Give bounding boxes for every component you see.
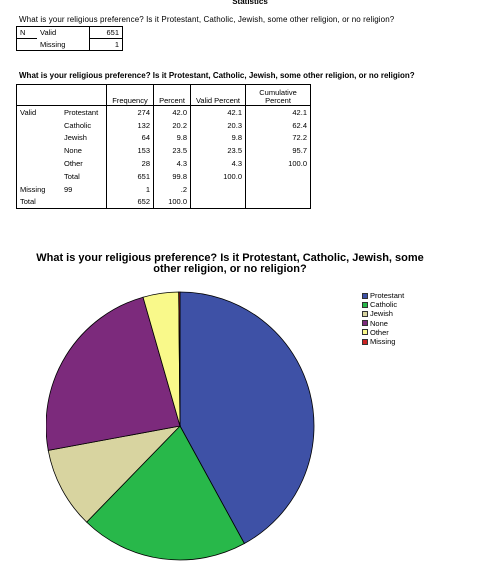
row-group-label: Total: [17, 196, 62, 209]
table-row: [17, 170, 311, 183]
legend-item-protestant: [362, 291, 404, 300]
header-percent: Percent: [154, 85, 191, 106]
cell-cumulative-percent: 100.0: [246, 157, 311, 170]
row-label: Catholic: [61, 119, 107, 132]
frequency-table-title: What is your religious preference? Is it Protestant, Catholic, Jewish, some other religion, or no religion?: [19, 71, 415, 80]
header-frequency: Frequency: [107, 85, 154, 106]
table-row: [17, 39, 123, 51]
cell-cumulative-percent: 42.1: [246, 106, 311, 119]
cell-frequency: 64: [107, 132, 154, 145]
stats-group-label: N: [17, 27, 38, 39]
legend-label: Other: [370, 327, 389, 337]
legend-label: Protestant: [370, 291, 405, 301]
cell-percent: .2: [154, 183, 191, 196]
table-row: [17, 196, 311, 209]
cell-cumulative-percent: [246, 170, 311, 183]
table-row: [17, 106, 311, 119]
legend-swatch: [362, 339, 368, 345]
cell-frequency: 1: [107, 183, 154, 196]
legend-label: Jewish: [370, 309, 393, 319]
cell-percent: 4.3: [154, 157, 191, 170]
chart-legend: [362, 291, 404, 346]
cell-valid-percent: 100.0: [191, 170, 246, 183]
table-row: [17, 27, 123, 39]
cell-percent: 42.0: [154, 106, 191, 119]
row-group-label: Valid: [17, 106, 62, 119]
legend-item-missing: [362, 337, 404, 346]
cell-valid-percent: 4.3: [191, 157, 246, 170]
cell-percent: 23.5: [154, 144, 191, 157]
row-label: Total: [61, 170, 107, 183]
cell-cumulative-percent: [246, 183, 311, 196]
chart-title: [25, 253, 435, 275]
table-row: [17, 183, 311, 196]
cell-frequency: 652: [107, 196, 154, 209]
row-group-label: Missing: [17, 183, 62, 196]
cell-percent: 20.2: [154, 119, 191, 132]
legend-item-none: [362, 319, 404, 328]
header-cumulative-percent: Cumulative Percent: [246, 85, 311, 106]
cell-frequency: 274: [107, 106, 154, 119]
chart-title-line-2: other religion, or no religion?: [153, 263, 307, 275]
row-group-label: [17, 157, 62, 170]
header-blank: [61, 85, 107, 106]
cell-valid-percent: 42.1: [191, 106, 246, 119]
legend-swatch: [362, 293, 368, 299]
cell-frequency: 651: [107, 170, 154, 183]
row-group-label: [17, 119, 62, 132]
table-row: [17, 144, 311, 157]
row-label: 99: [61, 183, 107, 196]
row-label: [61, 196, 107, 209]
table-row: [17, 119, 311, 132]
cell-valid-percent: 9.8: [191, 132, 246, 145]
legend-swatch: [362, 302, 368, 308]
stats-row-label: Valid: [37, 27, 90, 39]
row-label: Other: [61, 157, 107, 170]
statistics-caption: What is your religious preference? Is it Protestant, Catholic, Jewish, some other religion, or no religion?: [19, 15, 395, 24]
legend-swatch: [362, 329, 368, 335]
cell-valid-percent: [191, 183, 246, 196]
frequency-table: [16, 84, 311, 209]
pie-chart: [46, 291, 316, 561]
cell-frequency: 132: [107, 119, 154, 132]
legend-label: Missing: [370, 337, 396, 347]
table-row: [17, 132, 311, 145]
row-group-label: [17, 170, 62, 183]
header-blank: [17, 85, 62, 106]
legend-swatch: [362, 311, 368, 317]
header-valid-percent: Valid Percent: [191, 85, 246, 106]
legend-item-other: [362, 328, 404, 337]
cell-cumulative-percent: 72.2: [246, 132, 311, 145]
cell-frequency: 153: [107, 144, 154, 157]
stats-value: 1: [90, 39, 123, 51]
cell-frequency: 28: [107, 157, 154, 170]
row-group-label: [17, 132, 62, 145]
stats-value: 651: [90, 27, 123, 39]
cell-percent: 9.8: [154, 132, 191, 145]
cell-cumulative-percent: [246, 196, 311, 209]
cell-cumulative-percent: 62.4: [246, 119, 311, 132]
cell-percent: 99.8: [154, 170, 191, 183]
stats-row-label: Missing: [37, 39, 90, 51]
legend-item-jewish: [362, 309, 404, 318]
statistics-table: [16, 26, 123, 51]
cell-cumulative-percent: 95.7: [246, 144, 311, 157]
legend-label: Catholic: [370, 300, 398, 310]
table-header-row: [17, 85, 311, 106]
row-label: Protestant: [61, 106, 107, 119]
cell-valid-percent: 20.3: [191, 119, 246, 132]
statistics-title: Statistics: [232, 0, 268, 6]
legend-item-catholic: [362, 300, 404, 309]
cell-valid-percent: 23.5: [191, 144, 246, 157]
row-label: None: [61, 144, 107, 157]
legend-swatch: [362, 320, 368, 326]
cell-percent: 100.0: [154, 196, 191, 209]
cell-valid-percent: [191, 196, 246, 209]
row-label: Jewish: [61, 132, 107, 145]
stats-group-label: [17, 39, 38, 51]
legend-label: None: [370, 318, 388, 328]
row-group-label: [17, 144, 62, 157]
chart-title-line-1: What is your religious preference? Is it Protestant, Catholic, Jewish, some: [36, 252, 424, 264]
table-row: [17, 157, 311, 170]
